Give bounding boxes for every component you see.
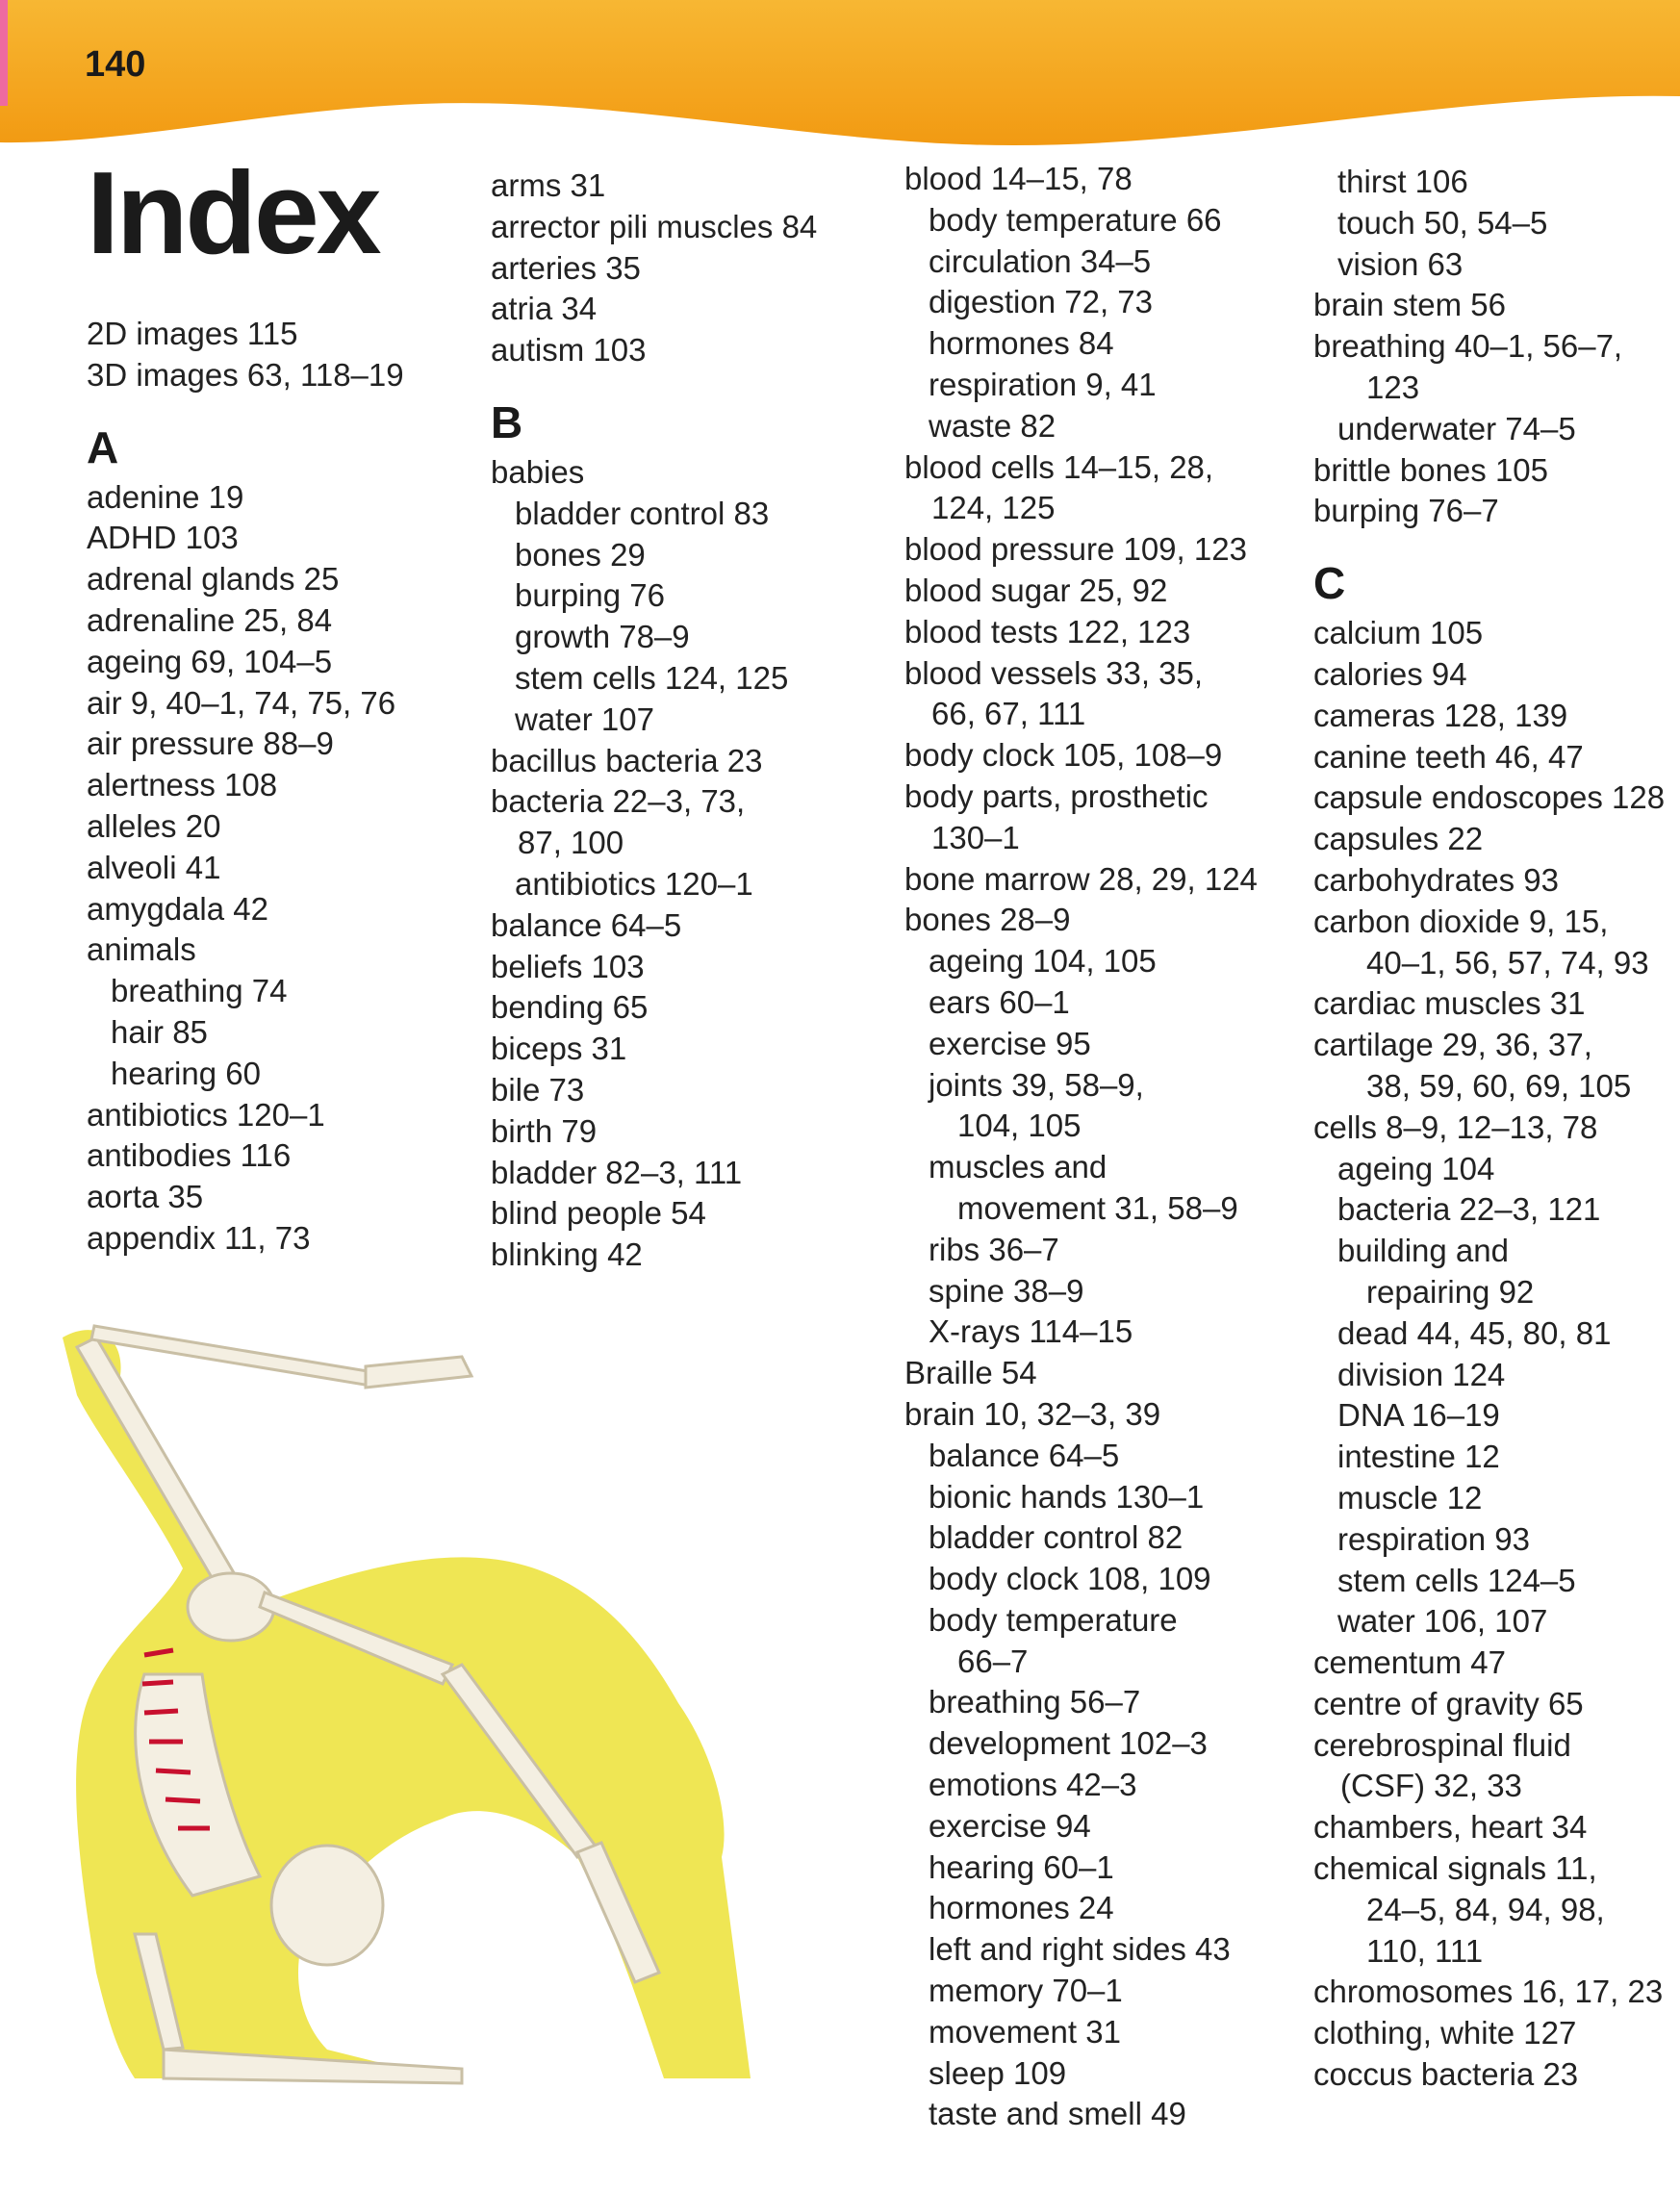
index-subentry: bacteria 22–3, 121 (1337, 1191, 1601, 1228)
skeleton-illustration (38, 1318, 751, 2088)
index-subentry: memory 70–1 (929, 1973, 1123, 2009)
index-subentry: ageing 104, 105 (929, 943, 1157, 980)
index-subentry: taste and smell 49 (929, 2096, 1186, 2132)
index-subentry: movement 31 (929, 2013, 1121, 2050)
index-entry: ageing 69, 104–5 (87, 643, 333, 679)
index-entry: bile 73 (491, 1071, 585, 1108)
index-subentry: water 107 (515, 701, 654, 737)
index-entry-continuation: 130–1 (931, 819, 1020, 855)
index-entry: chemical signals 11, (1313, 1850, 1597, 1887)
index-entry: clothing, white 127 (1313, 2015, 1577, 2051)
index-entry: blinking 42 (491, 1236, 643, 1273)
index-entry: air 9, 40–1, 74, 75, 76 (87, 684, 396, 721)
index-subentry: balance 64–5 (929, 1437, 1120, 1473)
index-subentry: growth 78–9 (515, 619, 690, 655)
index-entry: bacillus bacteria 23 (491, 742, 763, 778)
index-entry: blood cells 14–15, 28, (904, 448, 1214, 485)
index-entry: coccus bacteria 23 (1313, 2056, 1579, 2093)
index-subentry: sleep 109 (929, 2054, 1067, 2091)
header-band (0, 0, 1680, 154)
index-entry: biceps 31 (491, 1031, 627, 1067)
index-entry: bending 65 (491, 989, 649, 1026)
index-entry: amygdala 42 (87, 890, 268, 927)
index-entry: arrector pili muscles 84 (491, 208, 818, 244)
index-entry: adenine 19 (87, 478, 244, 515)
index-subentry: emotions 42–3 (929, 1767, 1137, 1803)
index-entry-continuation: 24–5, 84, 94, 98, (1366, 1891, 1605, 1927)
index-subentry: underwater 74–5 (1337, 410, 1576, 446)
index-entry: blood vessels 33, 35, (904, 654, 1204, 691)
index-entry: carbon dioxide 9, 15, (1313, 903, 1609, 939)
index-entry: antibodies 116 (87, 1137, 292, 1174)
index-subentry: respiration 9, 41 (929, 366, 1157, 402)
index-subentry: intestine 12 (1337, 1439, 1500, 1475)
index-entry-continuation: 123 (1366, 369, 1420, 405)
index-entry: cementum 47 (1313, 1644, 1506, 1681)
index-subentry: bladder control 83 (515, 495, 770, 531)
index-subentry: thirst 106 (1337, 164, 1468, 199)
index-entry-continuation: repairing 92 (1366, 1273, 1535, 1310)
index-subentry: development 102–3 (929, 1725, 1208, 1762)
index-subentry: vision 63 (1337, 245, 1464, 282)
index-subentry: joints 39, 58–9, (929, 1066, 1144, 1103)
index-subentry: division 124 (1337, 1356, 1506, 1392)
index-column-2 (491, 166, 895, 1276)
index-subentry: building and (1337, 1233, 1509, 1269)
page-title: Index (87, 147, 379, 278)
index-entry: birth 79 (491, 1112, 598, 1149)
index-entry: calories 94 (1313, 655, 1467, 692)
index-entry: autism 103 (491, 332, 647, 369)
index-subentry: touch 50, 54–5 (1337, 204, 1548, 241)
index-entry: adrenaline 25, 84 (87, 601, 333, 638)
letter-heading: A (87, 421, 119, 472)
index-subentry: hearing 60 (111, 1055, 261, 1091)
index-subentry: stem cells 124, 125 (515, 659, 789, 696)
index-entry: alertness 108 (87, 767, 278, 803)
index-entry: calcium 105 (1313, 615, 1484, 651)
index-entry: arms 31 (491, 167, 606, 203)
index-entry: cameras 128, 139 (1313, 697, 1568, 733)
index-subentry: water 106, 107 (1337, 1603, 1548, 1640)
index-column-4 (1313, 162, 1680, 2096)
index-entry-continuation: movement 31, 58–9 (957, 1189, 1238, 1226)
index-subentry: hormones 24 (929, 1890, 1114, 1926)
index-subentry: bladder control 82 (929, 1519, 1184, 1556)
index-entry: bladder 82–3, 111 (491, 1154, 743, 1190)
page-number: 140 (85, 44, 146, 85)
index-subentry: hormones 84 (929, 325, 1114, 362)
index-entry: aorta 35 (87, 1179, 204, 1215)
index-subentry: antibiotics 120–1 (515, 865, 753, 902)
index-entry: cardiac muscles 31 (1313, 985, 1586, 1022)
letter-heading: B (491, 396, 523, 447)
index-entry: beliefs 103 (491, 948, 645, 984)
index-subentry: hair 85 (111, 1013, 208, 1050)
index-entry: carbohydrates 93 (1313, 861, 1559, 898)
index-entry: 3D images 63, 118–19 (87, 356, 404, 393)
index-entry: cells 8–9, 12–13, 78 (1313, 1108, 1598, 1145)
index-entry-continuation: 38, 59, 60, 69, 105 (1366, 1067, 1632, 1104)
index-entry: alveoli 41 (87, 849, 221, 885)
index-entry: adrenal glands 25 (87, 561, 340, 598)
index-subentry: dead 44, 45, 80, 81 (1337, 1314, 1612, 1351)
index-entry: breathing 40–1, 56–7, (1313, 328, 1623, 365)
index-subentry: breathing 74 (111, 973, 288, 1009)
index-entry: babies (491, 453, 585, 490)
index-entry-continuation: 124, 125 (931, 490, 1056, 526)
index-entry: blood pressure 109, 123 (904, 531, 1247, 568)
index-entry: cerebrospinal fluid (1313, 1726, 1571, 1763)
index-entry: brain 10, 32–3, 39 (904, 1395, 1161, 1432)
index-subentry: ears 60–1 (929, 983, 1070, 1020)
index-subentry: spine 38–9 (929, 1272, 1084, 1309)
index-entry: bone marrow 28, 29, 124 (904, 860, 1258, 897)
index-subentry: circulation 34–5 (929, 242, 1152, 279)
index-entry-continuation: 66, 67, 111 (931, 696, 1086, 732)
index-subentry: ribs 36–7 (929, 1231, 1059, 1267)
index-subentry: DNA 16–19 (1337, 1397, 1500, 1434)
index-subentry: waste 82 (929, 407, 1056, 444)
index-subentry: bones 29 (515, 536, 646, 573)
index-entry: body clock 105, 108–9 (904, 737, 1223, 774)
letter-heading: C (1313, 558, 1346, 609)
index-entry-continuation: 87, 100 (518, 825, 624, 861)
index-entry: animals (87, 931, 196, 968)
index-subentry: breathing 56–7 (929, 1684, 1141, 1720)
index-entry: blood 14–15, 78 (904, 161, 1133, 196)
index-subentry: digestion 72, 73 (929, 284, 1154, 320)
index-entry: 2D images 115 (87, 316, 298, 351)
index-subentry: muscles and (929, 1149, 1107, 1185)
index-entry: chambers, heart 34 (1313, 1809, 1588, 1846)
index-entry: atria 34 (491, 291, 598, 327)
index-column-3 (904, 159, 1309, 2135)
index-entry: centre of gravity 65 (1313, 1685, 1584, 1721)
index-entry: alleles 20 (87, 807, 221, 844)
index-entry: chromosomes 16, 17, 23 (1313, 1974, 1664, 2010)
index-entry-continuation: 110, 111 (1366, 1932, 1484, 1969)
index-entry: blood sugar 25, 92 (904, 572, 1168, 608)
index-subentry: ageing 104 (1337, 1150, 1495, 1186)
index-entry: antibiotics 120–1 (87, 1096, 325, 1133)
index-entry: bones 28–9 (904, 902, 1071, 938)
index-entry-continuation: (CSF) 32, 33 (1340, 1768, 1522, 1804)
index-subentry: X-rays 114–15 (929, 1313, 1133, 1350)
index-subentry: body temperature (929, 1601, 1178, 1638)
index-subentry: body clock 108, 109 (929, 1561, 1211, 1597)
index-entry: ADHD 103 (87, 520, 239, 556)
index-subentry: burping 76 (515, 577, 665, 614)
index-subentry: muscle 12 (1337, 1479, 1483, 1516)
index-entry: bacteria 22–3, 73, (491, 783, 746, 820)
index-subentry: stem cells 124–5 (1337, 1562, 1576, 1598)
index-entry: balance 64–5 (491, 906, 682, 943)
index-subentry: respiration 93 (1337, 1520, 1530, 1557)
index-entry-continuation: 66–7 (957, 1643, 1029, 1679)
index-entry: arteries 35 (491, 249, 641, 286)
index-subentry: body temperature 66 (929, 201, 1222, 238)
index-entry: body parts, prosthetic (904, 777, 1209, 814)
index-subentry: bionic hands 130–1 (929, 1478, 1205, 1515)
index-subentry: exercise 94 (929, 1807, 1091, 1844)
index-subentry: left and right sides 43 (929, 1931, 1231, 1968)
index-entry: appendix 11, 73 (87, 1219, 311, 1256)
index-entry: burping 76–7 (1313, 493, 1499, 529)
index-entry: capsules 22 (1313, 821, 1484, 857)
index-entry: air pressure 88–9 (87, 726, 334, 762)
index-entry: brittle bones 105 (1313, 451, 1549, 488)
index-entry: canine teeth 46, 47 (1313, 738, 1584, 775)
index-entry: blood tests 122, 123 (904, 613, 1191, 650)
index-entry: brain stem 56 (1313, 287, 1506, 323)
index-column-1 (87, 314, 491, 1260)
index-entry: cartilage 29, 36, 37, (1313, 1027, 1592, 1063)
index-subentry: exercise 95 (929, 1025, 1091, 1061)
index-subentry: hearing 60–1 (929, 1848, 1114, 1885)
index-entry-continuation: 40–1, 56, 57, 74, 93 (1366, 944, 1649, 981)
index-entry: Braille 54 (904, 1355, 1037, 1391)
index-entry-continuation: 104, 105 (957, 1108, 1082, 1144)
index-entry: blind people 54 (491, 1195, 706, 1232)
index-entry: capsule endoscopes 128 (1313, 779, 1666, 816)
